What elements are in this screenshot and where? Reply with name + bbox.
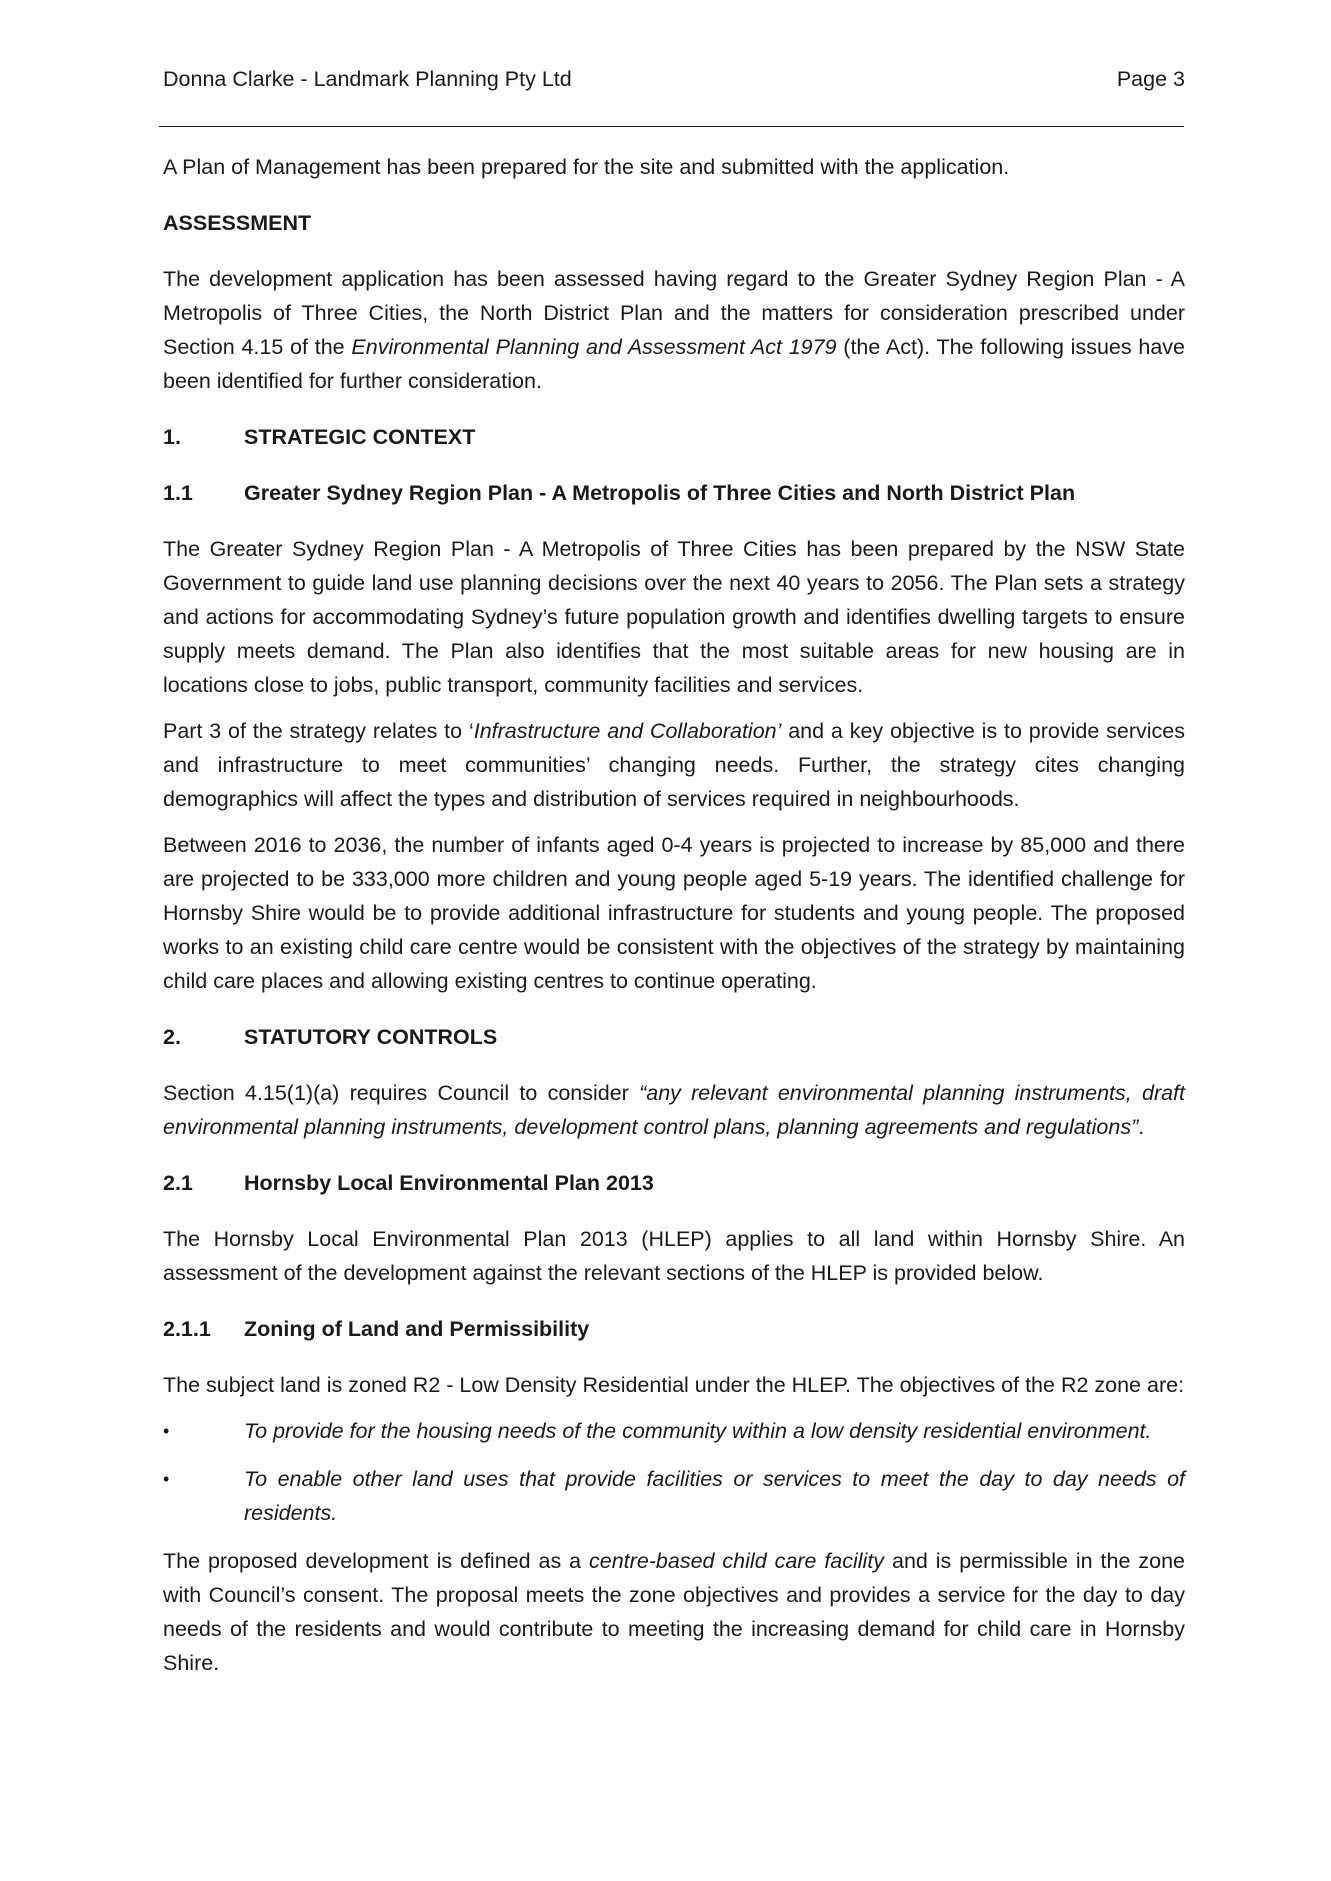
section-1-1-heading: [163, 476, 1185, 510]
section-2-1-heading: [163, 1166, 1185, 1200]
section-number: 2.: [163, 1025, 181, 1049]
section-title: Greater Sydney Region Plan - A Metropolis of Three Cities and North District Plan: [244, 481, 1076, 505]
page-header: [163, 62, 1185, 96]
intro-paragraph: A Plan of Management has been prepared for the site and submitted with the application.: [163, 155, 1010, 179]
assessment-heading: ASSESSMENT: [163, 211, 312, 235]
bullet-icon: •: [163, 1421, 170, 1441]
section-title: Zoning of Land and Permissibility: [244, 1317, 590, 1341]
paragraph: Between 2016 to 2036, the number of infants aged 0-4 years is projected to increase by 85,000 and there are projected to be 333,000 more children and young people aged 5-19 years. The identified challenge for Hornsby Shire would be to provide additional infrastructure for students and young people. The proposed works to an existing child care centre would be consistent with the objectives of the strategy by maintaining child care places and allowing existing centres to continue operating.: [163, 833, 1185, 993]
section-2-1-1-heading: [163, 1312, 1185, 1346]
list-item: • To enable other land uses that provide facilities or services to meet the day to day needs of residents.: [163, 1462, 1185, 1530]
header-author: Donna Clarke - Landmark Planning Pty Ltd: [163, 67, 572, 91]
paragraph: The Hornsby Local Environmental Plan 2013 (HLEP) applies to all land within Hornsby Shire. An assessment of the development against the relevant sections of the HLEP is provided below.: [163, 1227, 1185, 1285]
zone-objectives-list: [163, 1414, 1185, 1530]
document-body: [163, 150, 1185, 1692]
section-title: STRATEGIC CONTEXT: [244, 425, 476, 449]
paragraph: Section 4.15(1)(a) requires Council to consider “any relevant environmental planning instruments, draft environmental planning instruments, development control plans, planning agreements and regulations”.: [163, 1081, 1186, 1139]
paragraph: The Greater Sydney Region Plan - A Metropolis of Three Cities has been prepared by the NSW State Government to guide land use planning decisions over the next 40 years to 2056. The Plan sets a strategy and actions for accommodating Sydney’s future population growth and identifies dwelling targets to ensure supply meets demand. The Plan also identifies that the most suitable areas for new housing are in locations close to jobs, public transport, community facilities and services.: [163, 537, 1185, 697]
section-number: 1.: [163, 425, 181, 449]
section-number: 2.1.1: [163, 1317, 211, 1341]
section-title: Hornsby Local Environmental Plan 2013: [244, 1171, 654, 1195]
assessment-paragraph: The development application has been assessed having regard to the Greater Sydney Region Plan - A Metropolis of Three Cities, the North District Plan and the matters for consideration prescribed under Section 4.15 of the Environmental Planning and Assessment Act 1979 (the Act). The following issues have been identified for further consideration.: [163, 267, 1185, 393]
header-page-number: Page 3: [1116, 67, 1185, 91]
paragraph: The subject land is zoned R2 - Low Density Residential under the HLEP. The objectives of the R2 zone are:: [163, 1373, 1185, 1397]
header-divider: [159, 126, 1184, 127]
section-number: 1.1: [163, 481, 193, 505]
paragraph: Part 3 of the strategy relates to ‘Infrastructure and Collaboration’ and a key objective is to provide services and infrastructure to meet communities’ changing needs. Further, the strategy cites changing demographics will affect the types and distribution of services required in neighbourhoods.: [163, 719, 1185, 811]
section-1-heading: [163, 420, 1185, 454]
bullet-icon: •: [163, 1469, 170, 1489]
section-number: 2.1: [163, 1171, 193, 1195]
list-item: • To provide for the housing needs of the community within a low density residential environment.: [163, 1414, 1185, 1448]
section-2-heading: [163, 1020, 1185, 1054]
paragraph: The proposed development is defined as a centre-based child care facility and is permissible in the zone with Council’s consent. The proposal meets the zone objectives and provides a service for the day to day needs of the residents and would contribute to meeting the increasing demand for child care in Hornsby Shire.: [163, 1549, 1185, 1675]
section-title: STATUTORY CONTROLS: [244, 1025, 498, 1049]
